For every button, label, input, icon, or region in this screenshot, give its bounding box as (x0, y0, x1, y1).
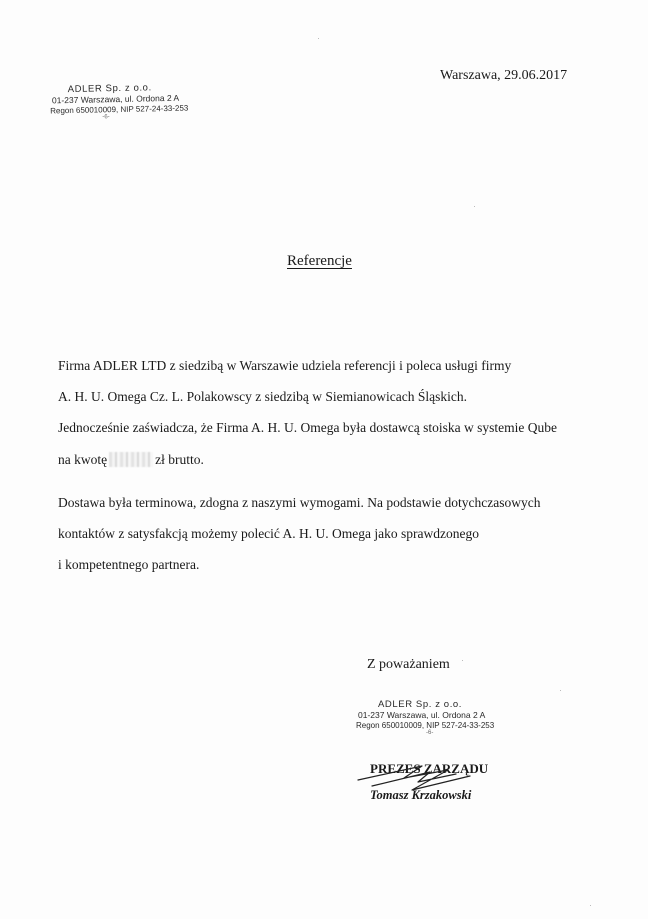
company-stamp-signature (356, 700, 494, 737)
stamp-company-name: ADLER Sp. z o.o. (378, 699, 463, 710)
scan-speck (462, 660, 463, 661)
stamp-registry: Regon 650010009, NIP 527-24-33-253 (356, 720, 495, 730)
body-line-1: Firma ADLER LTD z siedzibą w Warszawie udziela referencji i poleca usługi firmy (58, 358, 512, 373)
body-line-7: i kompetentnego partnera. (58, 557, 200, 572)
body-line-2: A. H. U. Omega Cz. L. Polakowscy z siedzibą w Siemianowicach Śląskich. (58, 389, 468, 404)
stamp-mark: -6- (426, 729, 434, 736)
signatory-title: PREZES ZARZĄDU (370, 761, 489, 776)
scan-speck (590, 905, 591, 906)
stamp-company-name: ADLER Sp. z o.o. (67, 82, 152, 96)
amount-suffix: zł brutto. (155, 452, 204, 467)
letter-title: Referencje (287, 253, 352, 269)
stamp-registry: Regon 650010009, NIP 527-24-33-253 (50, 103, 189, 116)
body-line-6: kontaktów z satysfakcją możemy polecić A. H. U. Omega jako sprawdzonego (58, 526, 479, 541)
amount-prefix: na kwotę (58, 452, 108, 467)
scan-speck (318, 38, 319, 39)
body-line-3: Jednocześnie zaświadcza, że Firma A. H. U. Omega była dostawcą stoiska w systemie Qube (58, 420, 557, 435)
scan-speck (560, 690, 561, 691)
closing-phrase: Z poważaniem (367, 657, 450, 672)
body-line-4 (58, 452, 204, 468)
handwritten-signature (352, 752, 492, 802)
letter-date: Warszawa, 29.06.2017 (440, 68, 568, 83)
company-stamp-header (50, 83, 189, 123)
stamp-address: 01-237 Warszawa, ul. Ordona 2 A (358, 709, 486, 720)
body-line-5: Dostawa była terminowa, zdogna z naszymi wymogami. Na podstawie dotychczasowych (58, 495, 541, 510)
scan-speck (474, 206, 475, 207)
stamp-mark: -6- (102, 114, 110, 121)
stamp-address: 01-237 Warszawa, ul. Ordona 2 A (51, 92, 180, 106)
redacted-amount (109, 452, 153, 467)
signatory-name: Tomasz Krzakowski (370, 788, 472, 802)
